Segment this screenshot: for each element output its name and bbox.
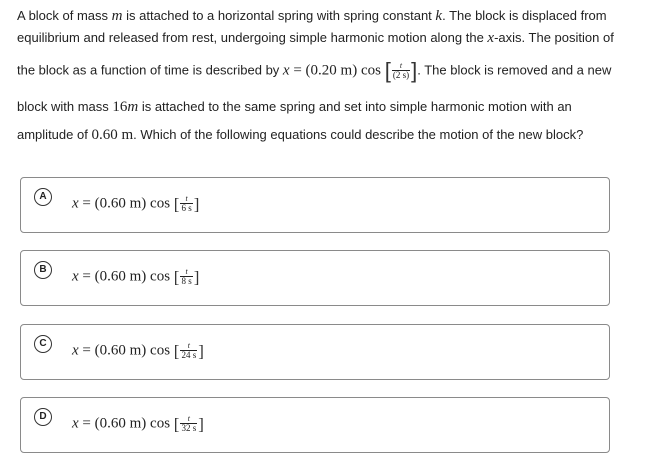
position-equation: = (0.20 m) cos bbox=[289, 62, 385, 79]
choice-letter-badge: B bbox=[34, 261, 52, 279]
fraction-denominator: 24 s bbox=[181, 350, 197, 360]
time-fraction bbox=[180, 415, 197, 433]
text-segment: . The block is removed and a new bbox=[417, 62, 612, 78]
choice-equation bbox=[72, 268, 199, 286]
text-segment: . Which of the following equations could describe the motion of the new block? bbox=[133, 127, 584, 142]
fraction-denominator: 6 s bbox=[181, 203, 192, 213]
choice-letter-badge: A bbox=[34, 188, 52, 206]
left-bracket: [ bbox=[173, 194, 180, 214]
fraction-numerator: t bbox=[185, 194, 188, 203]
choice-equation bbox=[72, 415, 204, 433]
amplitude-value: 0.60 m bbox=[91, 127, 134, 143]
var-x: x bbox=[72, 415, 79, 432]
right-bracket: ] bbox=[198, 414, 204, 434]
choice-equation bbox=[72, 195, 199, 213]
text-segment: equilibrium and released from rest, undergoing simple harmonic motion along the bbox=[17, 30, 488, 45]
choice-b[interactable] bbox=[20, 250, 610, 306]
text-segment: . The block is displaced from bbox=[442, 8, 607, 23]
question-line-3 bbox=[17, 60, 611, 82]
question-line-5 bbox=[17, 125, 583, 145]
equation-body: = (0.60 m) cos bbox=[78, 195, 174, 212]
question-line-4 bbox=[17, 97, 572, 117]
equation-body: = (0.60 m) cos bbox=[78, 342, 174, 359]
choice-letter-badge: D bbox=[34, 408, 52, 426]
var-m: m bbox=[127, 99, 139, 115]
choice-c[interactable] bbox=[20, 324, 610, 380]
text-segment: amplitude of bbox=[17, 127, 92, 142]
var-x: x bbox=[487, 30, 495, 46]
fraction-numerator: t bbox=[399, 61, 403, 70]
time-fraction bbox=[180, 268, 192, 286]
equation-body: = (0.60 m) cos bbox=[78, 268, 174, 285]
question-line-1 bbox=[17, 6, 607, 26]
text-segment: block with mass bbox=[17, 99, 113, 114]
text-segment: -axis. The position of bbox=[494, 30, 614, 45]
fraction-numerator: t bbox=[185, 267, 188, 276]
text-segment: is attached to a horizontal spring with spring constant bbox=[122, 8, 436, 23]
mass-factor: 16 bbox=[112, 99, 128, 115]
question-line-2 bbox=[17, 28, 614, 48]
var-x: x bbox=[282, 62, 290, 79]
fraction-numerator: t bbox=[187, 341, 190, 350]
left-bracket: [ bbox=[173, 414, 180, 434]
right-bracket: ] bbox=[411, 58, 418, 83]
left-bracket: [ bbox=[173, 267, 180, 287]
var-m: m bbox=[111, 8, 123, 24]
var-x: x bbox=[72, 268, 79, 285]
fraction-denominator: 32 s bbox=[181, 423, 197, 433]
choice-equation bbox=[72, 342, 204, 360]
fraction-denominator: 8 s bbox=[181, 276, 192, 286]
var-x: x bbox=[72, 195, 79, 212]
left-bracket: [ bbox=[173, 341, 180, 361]
right-bracket: ] bbox=[193, 194, 200, 214]
choice-letter-badge: C bbox=[34, 335, 52, 353]
time-fraction bbox=[392, 62, 410, 80]
text-segment: is attached to the same spring and set into simple harmonic motion with an bbox=[138, 99, 572, 114]
right-bracket: ] bbox=[193, 267, 200, 287]
fraction-denominator: (2 s) bbox=[392, 70, 410, 80]
right-bracket: ] bbox=[198, 341, 204, 361]
time-fraction bbox=[180, 195, 192, 213]
left-bracket: [ bbox=[384, 58, 391, 83]
equation-body: = (0.60 m) cos bbox=[78, 415, 174, 432]
fraction-numerator: t bbox=[187, 414, 190, 423]
var-k: k bbox=[435, 8, 443, 24]
text-segment: A block of mass bbox=[17, 8, 112, 23]
time-fraction bbox=[180, 342, 197, 360]
choice-d[interactable] bbox=[20, 397, 610, 453]
choice-a[interactable] bbox=[20, 177, 610, 233]
text-segment: the block as a function of time is described by bbox=[17, 62, 283, 78]
var-x: x bbox=[72, 342, 79, 359]
